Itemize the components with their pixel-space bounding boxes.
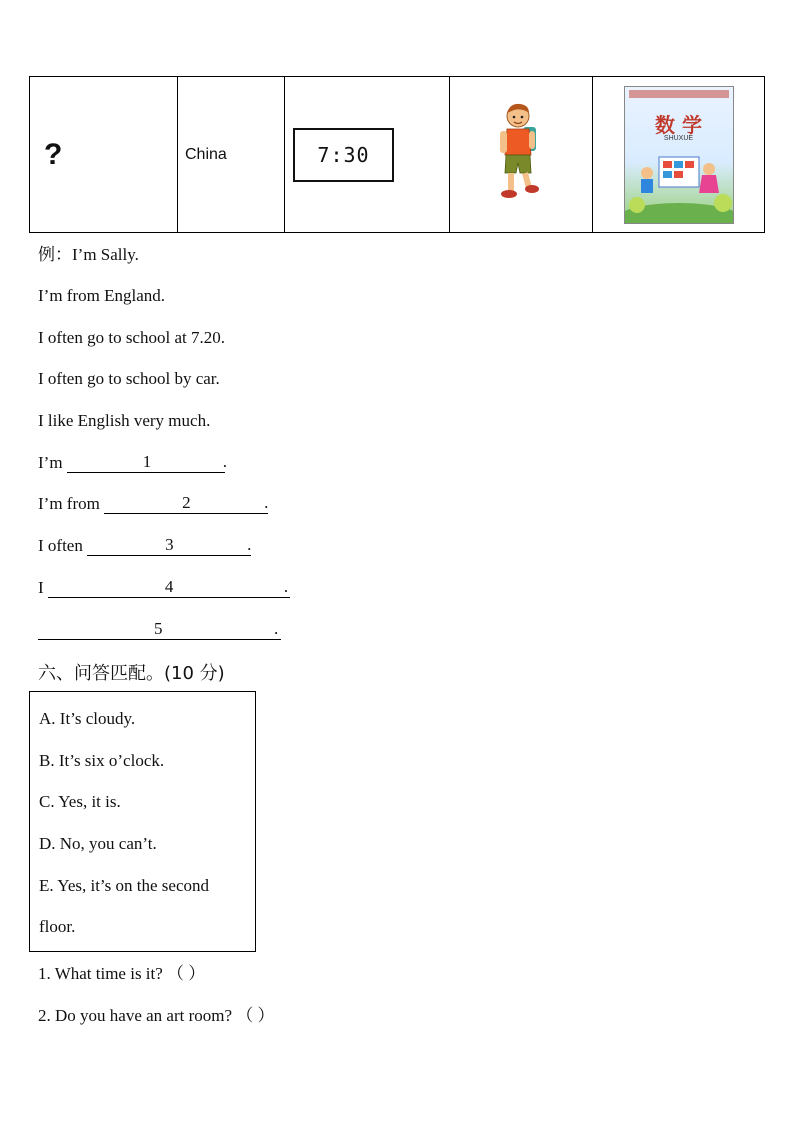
example-line-1: I’m from England. <box>38 286 165 305</box>
example-line-2: I often go to school at 7.20. <box>38 328 225 347</box>
picture-table <box>29 76 765 233</box>
blank-line-1: I’m 1 . <box>38 452 228 472</box>
boy-with-backpack-icon <box>496 101 546 203</box>
example-line-3: I often go to school by car. <box>38 369 220 388</box>
example-name-line: 例：I’m Sally. <box>38 245 139 264</box>
answer-blank-4[interactable]: 4 . <box>48 579 290 598</box>
cell-clock <box>285 77 450 233</box>
answer-blank-2[interactable]: 2 . <box>104 495 268 514</box>
option-e: E. Yes, it’s on the second <box>39 876 209 895</box>
blank-line-2: I’m from 2 . <box>38 493 269 513</box>
option-e-continued: floor. <box>39 917 76 936</box>
answer-blank-5[interactable]: 5 . <box>38 621 281 640</box>
digital-clock <box>293 128 394 182</box>
country-label: China <box>185 145 227 163</box>
blank-line-3: I often 3 . <box>38 535 252 555</box>
answer-blank-1[interactable]: 1 . <box>67 454 225 473</box>
option-a: A. It’s cloudy. <box>39 709 136 728</box>
question-mark: ? <box>44 137 63 171</box>
option-b: B. It’s six o’clock. <box>39 751 165 770</box>
cell-question <box>30 77 178 233</box>
clock-time: 7:30 <box>317 142 370 167</box>
blank-line-5 <box>38 620 281 640</box>
cell-country <box>178 77 285 233</box>
section-heading: 六、问答匹配。(10 分) <box>38 663 225 684</box>
answer-blank-3[interactable]: 3 . <box>87 537 251 556</box>
children-illustration-icon <box>625 143 733 223</box>
cell-book <box>593 77 765 233</box>
answer-options-box <box>29 691 256 952</box>
example-line-4: I like English very much. <box>38 411 211 430</box>
question-2: 2. Do you have an art room? （ ） <box>38 1006 275 1025</box>
math-textbook-cover <box>624 86 734 224</box>
book-title: 数 学 <box>655 112 702 137</box>
blank-line-4: I 4 . <box>38 577 289 597</box>
cell-boy <box>450 77 593 233</box>
question-1: 1. What time is it? （ ） <box>38 964 206 983</box>
cover-banner <box>629 90 729 98</box>
option-d: D. No, you can’t. <box>39 834 157 853</box>
book-subtitle: SHUXUE <box>663 134 694 142</box>
option-c: C. Yes, it is. <box>39 792 121 811</box>
